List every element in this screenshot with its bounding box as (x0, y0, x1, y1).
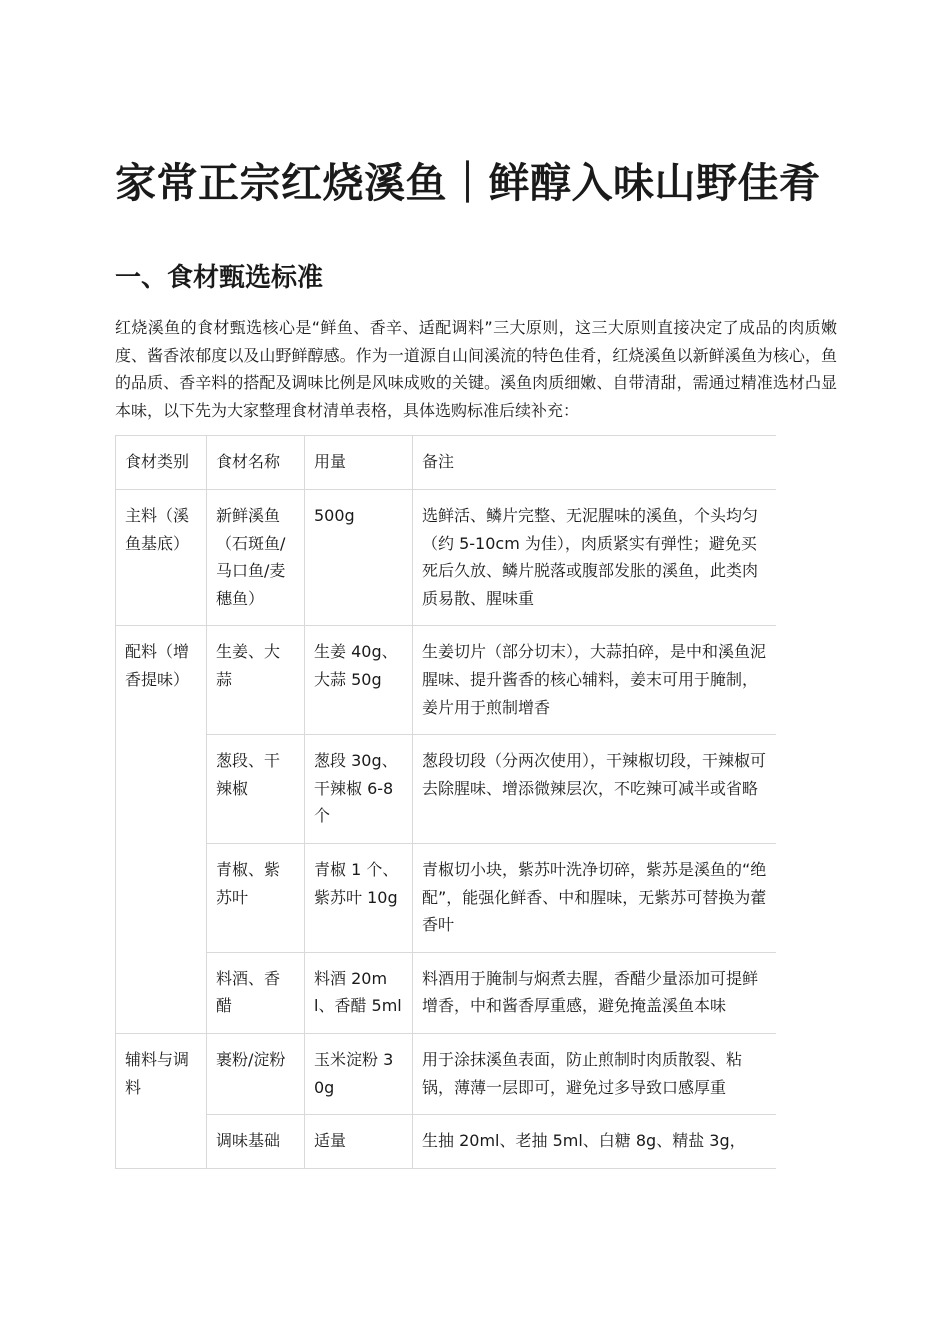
cell-amount: 适量 (305, 1115, 413, 1169)
cell-amount: 玉米淀粉 30g (305, 1033, 413, 1114)
cell-name: 生姜、大蒜 (207, 626, 305, 735)
table-row (116, 626, 777, 735)
table-row (116, 1033, 777, 1114)
cell-name: 葱段、干辣椒 (207, 735, 305, 844)
table-row (116, 735, 777, 844)
cell-amount: 500g (305, 490, 413, 626)
header-note: 备注 (413, 436, 777, 490)
table-row (116, 1115, 777, 1169)
ingredients-table-container (115, 435, 776, 1219)
cell-category: 配料（增香提味） (116, 626, 207, 1034)
ingredients-table (115, 435, 776, 1169)
table-row (116, 490, 777, 626)
header-amount: 用量 (305, 436, 413, 490)
cell-name: 调味基础 (207, 1115, 305, 1169)
cell-category: 主料（溪鱼基底） (116, 490, 207, 626)
cell-amount: 青椒 1 个、紫苏叶 10g (305, 843, 413, 952)
cell-category: 辅料与调料 (116, 1033, 207, 1168)
document-title: 家常正宗红烧溪鱼｜鲜醇入味山野佳肴 (115, 159, 821, 207)
cell-amount: 葱段 30g、干辣椒 6-8 个 (305, 735, 413, 844)
cell-note: 生姜切片（部分切末），大蒜拍碎，是中和溪鱼泥腥味、提升酱香的核心辅料，姜末可用于腌制，姜片用于煎制增香 (413, 626, 777, 735)
table-row (116, 843, 777, 952)
cell-note: 青椒切小块，紫苏叶洗净切碎，紫苏是溪鱼的“绝配”，能强化鲜香、中和腥味，无紫苏可替换为藿香叶 (413, 843, 777, 952)
cell-note: 葱段切段（分两次使用），干辣椒切段，干辣椒可去除腥味、增添微辣层次，不吃辣可减半或省略 (413, 735, 777, 844)
cell-note: 选鲜活、鳞片完整、无泥腥味的溪鱼，个头均匀（约 5-10cm 为佳），肉质紧实有弹性；避免买死后久放、鳞片脱落或腹部发胀的溪鱼，此类肉质易散、腥味重 (413, 490, 777, 626)
cell-name: 青椒、紫苏叶 (207, 843, 305, 952)
header-category: 食材类别 (116, 436, 207, 490)
cell-note: 料酒用于腌制与焖煮去腥，香醋少量添加可提鲜增香，中和酱香厚重感，避免掩盖溪鱼本味 (413, 952, 777, 1033)
cell-amount: 生姜 40g、大蒜 50g (305, 626, 413, 735)
section-heading-ingredients: 一、食材甄选标准 (115, 263, 324, 293)
cell-name: 料酒、香醋 (207, 952, 305, 1033)
cell-note: 生抽 20ml、老抽 5ml、白糖 8g、精盐 3g， (413, 1115, 777, 1169)
header-name: 食材名称 (207, 436, 305, 490)
cell-name: 新鲜溪鱼（石斑鱼/马口鱼/麦穗鱼） (207, 490, 305, 626)
cell-amount: 料酒 20ml、香醋 5ml (305, 952, 413, 1033)
cell-note: 用于涂抹溪鱼表面，防止煎制时肉质散裂、粘锅，薄薄一层即可，避免过多导致口感厚重 (413, 1033, 777, 1114)
table-header-row (116, 436, 777, 490)
table-row (116, 952, 777, 1033)
cell-name: 裹粉/淀粉 (207, 1033, 305, 1114)
intro-paragraph: 红烧溪鱼的食材甄选核心是“鲜鱼、香辛、适配调料”三大原则，这三大原则直接决定了成品的肉质嫩度、酱香浓郁度以及山野鲜醇感。作为一道源自山间溪流的特色佳肴，红烧溪鱼以新鲜溪鱼为核心，鱼的品质、香辛料的搭配及调味比例是风味成败的关键。溪鱼肉质细嫩、自带清甜，需通过精准选材凸显本味，以下先为大家整理食材清单表格，具体选购标准后续补充： (115, 318, 837, 420)
